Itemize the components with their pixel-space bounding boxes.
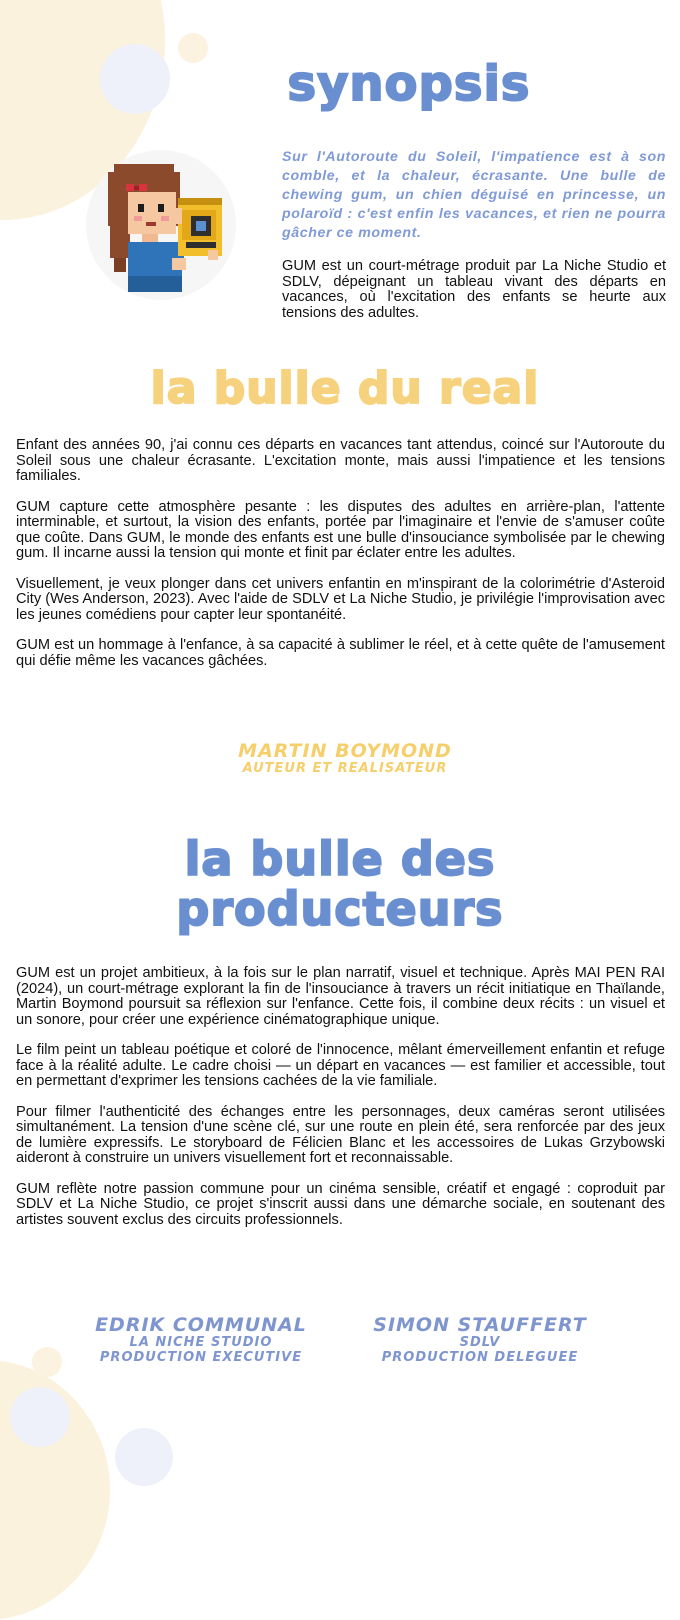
producers-paragraph: GUM reflète notre passion commune pour un cinéma sensible, créatif et engagé : coproduit par SDLV et La Niche Studio, ce projet s'inscrit aussi dans une démarche sociale, en soutenant des artistes souvent exclus des circuits professionnels. xyxy=(16,1180,665,1228)
producers-title-line2: producteurs xyxy=(176,882,504,936)
producer-role: PRODUCTION EXECUTIVE xyxy=(99,1350,303,1365)
director-paragraph: GUM capture cette atmosphère pesante : les disputes des adultes en arrière-plan, l'attente interminable, et surtout, la vision des enfants, portée par l'imaginaire et l'envie de s'amuser coûte que coûte. Dans GUM, le monde des enfants est une bulle d'insouciance symbolisée par le chewing gum. Il incarne aussi la tension qui monte et finit par éclater entre les adultes. xyxy=(16,498,665,561)
director-text xyxy=(16,438,665,669)
producer-company: LA NICHE STUDIO xyxy=(129,1335,273,1350)
producer-signature-communal xyxy=(66,1315,336,1365)
cream-bubble-top xyxy=(178,33,208,63)
pixel-girl-with-camera-icon xyxy=(86,150,236,310)
producer-role: PRODUCTION DELEGUEE xyxy=(381,1350,579,1365)
producer-name: EDRIK COMMUNAL xyxy=(95,1314,307,1336)
producers-paragraph: Pour filmer l'authenticité des échanges entre les personnages, deux caméras seront utilisées simultanément. La tension d'une scène clé, sur une route en plein été, sera renforcée par des jeux de lumière expressifs. Le storyboard de Félicien Blanc et les accessoires de Lukas Grzybowski aideront à construire un univers visuellement fort et reconnaissable. xyxy=(16,1103,665,1166)
cream-bubble-bottom xyxy=(32,1347,62,1377)
illustration xyxy=(86,150,236,310)
producers-text xyxy=(16,966,665,1228)
blue-bubble-top xyxy=(100,44,170,114)
producers-title-line1: la bulle des xyxy=(184,832,496,886)
producer-company: SDLV xyxy=(459,1335,501,1350)
director-paragraph: GUM est un hommage à l'enfance, à sa capacité à sublimer le réel, et à cette quête de l'amusement qui défie même les vacances gâchées. xyxy=(16,637,665,669)
producers-paragraph: Le film peint un tableau poétique et coloré de l'innocence, mêlant émerveillement enfantin et refuge face à la réalité adulte. Le cadre choisi — un départ en vacances — est familier et accessible, tout en permettant d'exprimer les tensions cachées de la vie familiale. xyxy=(16,1042,665,1089)
producers-paragraph: GUM est un projet ambitieux, à la fois sur le plan narratif, visuel et technique. Après MAI PEN RAI (2024), un court-métrage explorant la fin de l'insouciance à travers un récit initiatique en Thaïlande, Martin Boymond poursuit sa réflexion sur l'enfance. Cette fois, il combine deux récits : un visuel et un sonore, pour créer une expérience cinématographique unique. xyxy=(16,965,665,1028)
director-paragraph: Visuellement, je veux plonger dans cet univers enfantin en m'inspirant de la colorimétrie d'Asteroid City (Wes Anderson, 2023). Avec l'aide de SDLV et La Niche Studio, je privilégie l'improvisation avec les jeunes comédiens pour capter leur spontanéité. xyxy=(16,575,665,623)
director-signature xyxy=(200,741,490,776)
producers-title xyxy=(140,834,540,934)
synopsis-intro: Sur l'Autoroute du Soleil, l'impatience est à son comble, et la chaleur, écrasante. Une bulle de chewing gum, un chien déguisé en princesse, un polaroïd : c'est enfin les vacances, et rien ne pourra gâcher ce moment. xyxy=(282,149,666,241)
director-title: la bulle du real xyxy=(150,363,540,414)
director-paragraph: Enfant des années 90, j'ai connu ces départs en vacances tant attendus, coincé sur l'Autoroute du Soleil sous une chaleur écrasante. L'excitation monte, mais aussi l'impatience et les tensions familiales. xyxy=(16,437,665,484)
synopsis-title: synopsis xyxy=(287,56,531,112)
director-name: MARTIN BOYMOND xyxy=(238,740,452,762)
synopsis-body: GUM est un court-métrage produit par La Niche Studio et SDLV, dépeignant un tableau vivant des départs en vacances, où l'excitation des enfants se heurte aux tensions des adultes. xyxy=(282,258,666,321)
producer-signature-stauffert xyxy=(345,1315,615,1365)
blue-bubble-bottom-left xyxy=(10,1387,70,1447)
director-role: AUTEUR ET REALISATEUR xyxy=(242,761,448,776)
producer-name: SIMON STAUFFERT xyxy=(373,1314,587,1336)
blue-bubble-bottom xyxy=(115,1428,173,1486)
